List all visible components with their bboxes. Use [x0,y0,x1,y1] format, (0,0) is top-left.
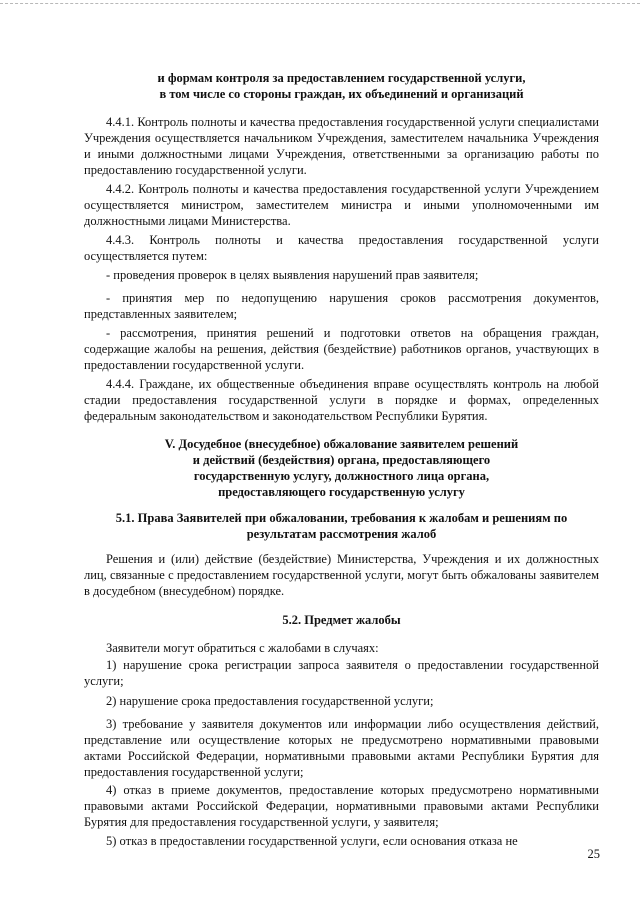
paragraph-4-4-2: 4.4.2. Контроль полноты и качества предоставления государственной услуги Учреждением осуществляется министром, заместителем министра и иными уполномоченными им должностными лицами Министерства. [84,182,599,228]
list-item: 4) отказ в приеме документов, предоставление которых предусмотрено нормативными правовыми актами Российской Федерации, нормативными правовыми актами Республики Бурятия для предоставления государственной услуги, у заявителя; [84,783,599,829]
heading-line: предоставляющего государственную услугу [218,485,465,499]
heading-line: государственную услугу, должностного лица органа, [193,469,490,483]
heading-line: V. Досудебное (внесудебное) обжалование заявителем решений [164,437,519,451]
heading-line: результатам рассмотрения жалоб [246,527,437,541]
list-item: - принятия мер по недопущению нарушения сроков рассмотрения документов, представленных заявителем; [84,291,599,321]
list-item: - рассмотрения, принятия решений и подготовки ответов на обращения граждан, содержащие жалобы на решения, действия (бездействие) работников органов, участвующих в предоставлении государственной услуги. [84,326,599,372]
paragraph-4-4-1: 4.4.1. Контроль полноты и качества предоставления государственной услуги специалистами Учреждения осуществляется начальником Учреждения, заместителем начальника Учреждения и иными должностными лицами Учреждения, ответственными за организацию работы по предоставлению государственной услуги. [84,115,599,177]
section-5-1-heading [78,510,605,542]
section-5-heading [84,436,599,500]
list-item: 3) требование у заявителя документов или информации либо осуществления действий, представление или осуществление которых не предусмотрено нормативными правовыми актами Российской Федерации, нормативными правовыми актами Республики Бурятия для предоставления государственной услуги; [84,717,599,779]
page-content [84,0,599,905]
paragraph-5-1: Решения и (или) действие (бездействие) Министерства, Учреждения и их должностных лиц, связанные с предоставлением государственной услуги, могут быть обжалованы заявителем в досудебном (внесудебном) порядке. [84,552,599,598]
paragraph-4-4-3: 4.4.3. Контроль полноты и качества предоставления государственной услуги осуществляется путем: [84,233,599,263]
heading-line: и действий (бездействия) органа, предоставляющего [192,453,491,467]
heading-line: в том числе со стороны граждан, их объединений и организаций [159,87,524,101]
paragraph-4-4-4: 4.4.4. Граждане, их общественные объединения вправе осуществлять контроль на любой стадии предоставления государственной услуги в порядке и формах, определенных федеральным законодательством и законодательством Республики Бурятия. [84,377,599,423]
heading-line: 5.1. Права Заявителей при обжаловании, требования к жалобам и решениям по [115,511,568,525]
heading-line: и формам контроля за предоставлением государственной услуги, [157,71,526,85]
list-item: 1) нарушение срока регистрации запроса заявителя о предоставлении государственной услуги; [84,658,599,688]
list-item: 5) отказ в предоставлении государственной услуги, если основания отказа не [106,834,518,848]
paragraph-5-2-intro: Заявители могут обратиться с жалобами в случаях: [106,641,379,655]
page-number: 25 [587,847,600,861]
section-5-2-heading: 5.2. Предмет жалобы [282,613,401,627]
list-item: - проведения проверок в целях выявления нарушений прав заявителя; [106,268,479,282]
list-item: 2) нарушение срока предоставления государственной услуги; [106,694,434,708]
section-4-4-heading [84,70,599,102]
